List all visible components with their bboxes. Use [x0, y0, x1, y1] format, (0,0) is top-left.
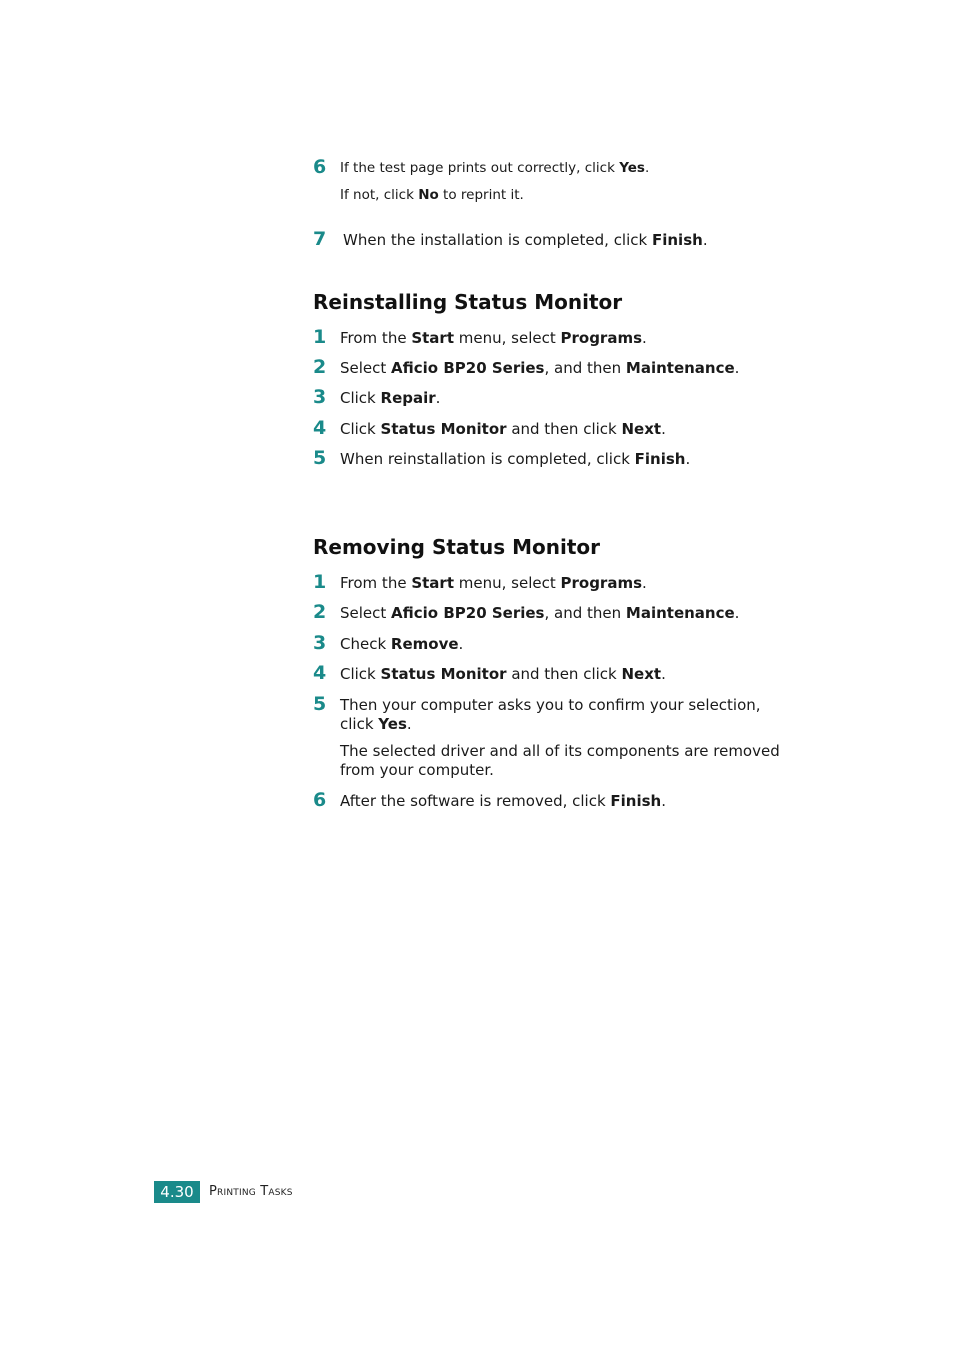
step-number: 2	[313, 356, 327, 378]
step-number: 4	[313, 662, 327, 684]
step-number: 4	[313, 417, 327, 439]
step-number: 5	[313, 447, 327, 469]
step-text: Select Aficio BP20 Series, and then Maintenance.	[340, 604, 740, 622]
step-note: The selected driver and all of its components are removed	[340, 742, 780, 760]
step-text: Check Remove.	[340, 635, 464, 653]
step-text: From the Start menu, select Programs.	[340, 329, 647, 347]
step-text: Then your computer asks you to confirm your selection,	[340, 696, 761, 714]
step-number: 5	[313, 693, 327, 715]
step-text-continued: click Yes.	[340, 715, 412, 733]
page-number: 4.30	[154, 1181, 200, 1203]
step-number: 3	[313, 632, 327, 654]
step-number: 2	[313, 601, 327, 623]
step-number: 6	[313, 789, 327, 811]
section-title-remove: Removing Status Monitor	[313, 535, 600, 559]
step-number: 1	[313, 571, 327, 593]
step-number: 3	[313, 386, 327, 408]
step-text: When the installation is completed, click Finish.	[343, 231, 708, 249]
step-text: From the Start menu, select Programs.	[340, 574, 647, 592]
section-title-reinstall: Reinstalling Status Monitor	[313, 290, 623, 314]
step-number: 1	[313, 326, 327, 348]
step-text: If the test page prints out correctly, click Yes.	[340, 160, 650, 176]
step-text: When reinstallation is completed, click Finish.	[340, 450, 691, 468]
step-note-continued: from your computer.	[340, 761, 494, 779]
step-number: 6	[313, 156, 327, 178]
step-text: Select Aficio BP20 Series, and then Maintenance.	[340, 359, 740, 377]
chapter-title: Printing Tasks	[209, 1184, 293, 1199]
step-text-secondary: If not, click No to reprint it.	[340, 187, 524, 203]
step-text: Click Status Monitor and then click Next.	[340, 420, 666, 438]
step-text: Click Status Monitor and then click Next.	[340, 665, 666, 683]
step-text: Click Repair.	[340, 389, 441, 407]
step-number: 7	[313, 228, 327, 250]
step-text: After the software is removed, click Finish.	[340, 792, 667, 810]
